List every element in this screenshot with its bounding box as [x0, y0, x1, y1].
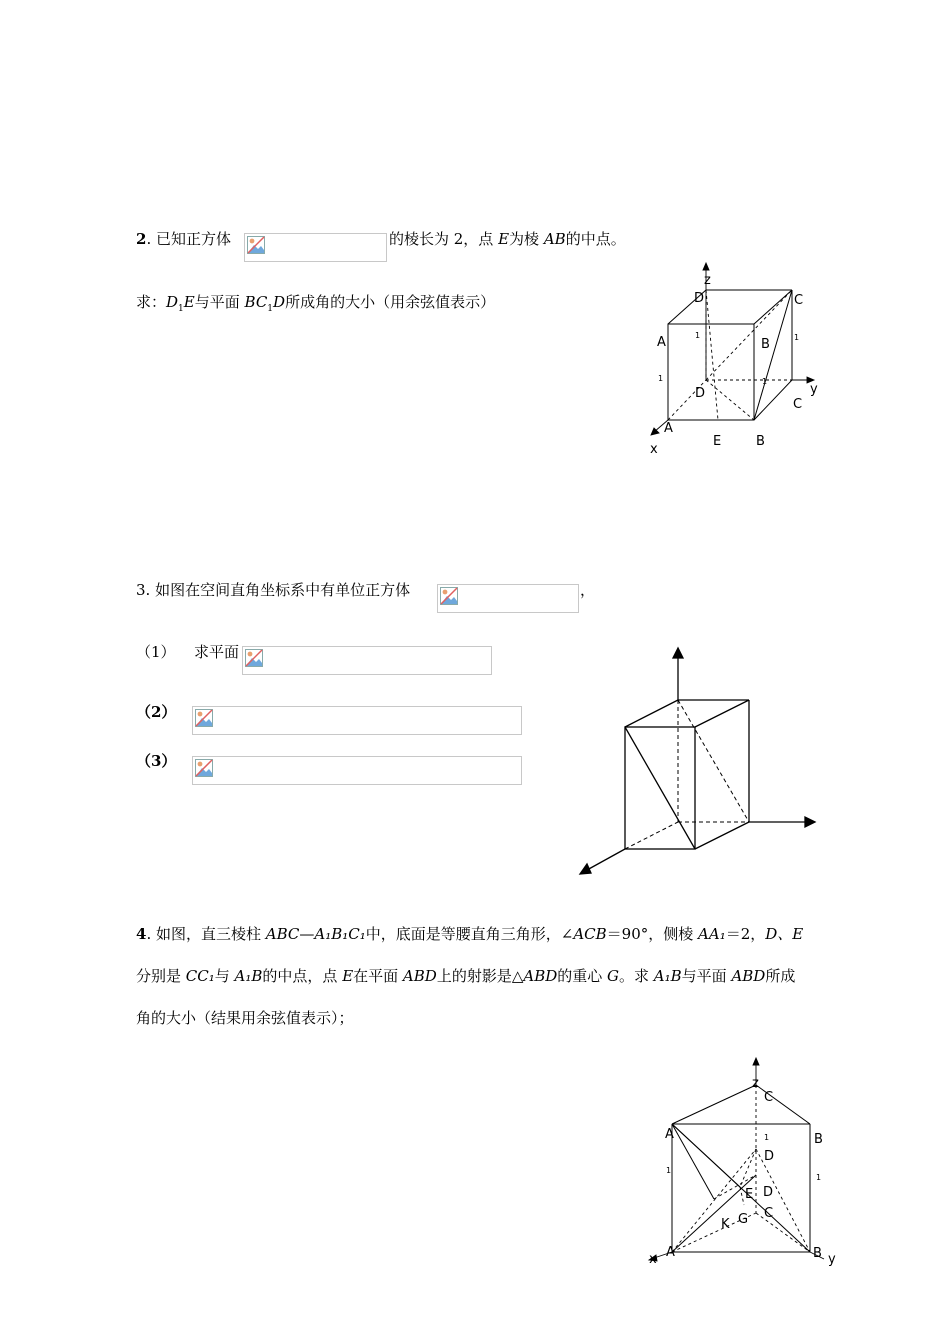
q4-d-e-dashed: [740, 1149, 756, 1187]
q3-part3-broken-image: [192, 756, 522, 785]
q4-l2-abd: ABD: [402, 967, 437, 985]
q3-broken-image-main: [437, 584, 579, 613]
q4-label-x: x: [649, 1252, 657, 1267]
q2-ask-var1: D: [166, 293, 179, 311]
q3-x-arrow: [580, 864, 591, 874]
q2-line1: [136, 229, 231, 249]
q3-comma: ，: [580, 581, 596, 599]
q4-l2-a: 分别是: [136, 967, 186, 985]
q2-sub-1c: 1: [658, 374, 664, 383]
q4-label-e: E: [745, 1187, 754, 1202]
q4-label-b1: B: [814, 1132, 823, 1147]
q2-front-face: [668, 324, 754, 420]
q2-d1-to-e-dashed: [706, 290, 718, 420]
q2-var-e: E: [498, 230, 510, 248]
q4-l2-b: 与: [214, 967, 235, 985]
q4-l2-cc1: CC₁: [185, 967, 215, 985]
q3-z-arrow: [673, 648, 683, 658]
q4-prism-figure: [640, 1055, 840, 1270]
q4-sub-1c: 1: [816, 1173, 822, 1182]
q3-y-arrow: [805, 817, 815, 827]
q2-label-z: z: [704, 273, 711, 288]
q2-z-arrow: [703, 263, 709, 270]
q4-l2-a1b: A₁B: [234, 967, 263, 985]
q4-label-b: B: [813, 1246, 822, 1261]
q4-line1: [136, 924, 803, 944]
q2-line2: [136, 292, 495, 319]
q4-l2-f: 上的射影是△: [436, 967, 524, 985]
q2-edge-tr: [754, 290, 792, 324]
q2-text-b: 的棱长为 2，点: [389, 230, 499, 248]
q3-part1-number: （1）: [136, 643, 176, 661]
broken-image-icon: [195, 709, 213, 727]
q4-label-k: K: [721, 1217, 730, 1232]
q3-text-a: 3. 如图在空间直角坐标系中有单位正方体: [136, 581, 411, 599]
q4-label-a1: A: [665, 1127, 674, 1142]
q2-ask-var2: E: [183, 293, 195, 311]
q4-l2-abd3: ABD: [731, 967, 766, 985]
q3-front-diagonal: [625, 727, 695, 849]
q4-l1-e: ＝2，: [725, 925, 766, 943]
q3-cube-figure: [575, 645, 820, 880]
q4-l1-abc: ABC: [265, 925, 300, 943]
q4-label-g: G: [738, 1212, 749, 1227]
q4-l2-a1b2: A₁B: [653, 967, 682, 985]
broken-image-icon: [440, 587, 458, 605]
q2-label-a: A: [664, 421, 673, 436]
q4-top-a1c1: [672, 1085, 756, 1124]
q4-l1-c: 中，底面是等腰直角三角形，∠: [365, 925, 574, 943]
q2-sub-1b: 1: [794, 333, 800, 342]
q3-edge-tl: [625, 700, 678, 727]
q4-line3: 角的大小（结果用余弦值表示）；: [136, 1009, 354, 1027]
q2-label-b1: B: [761, 337, 770, 352]
q4-label-d1: D: [764, 1149, 775, 1164]
q4-l2-g: 的重心: [557, 967, 608, 985]
q4-l2-d: 在平面: [353, 967, 403, 985]
q2-d-to-b-dashed: [706, 380, 754, 420]
q4-label-a: A: [666, 1245, 675, 1260]
q4-l2-j: 所成: [765, 967, 796, 985]
q4-label-y: y: [828, 1252, 836, 1267]
q4-l1-acb: ACB: [573, 925, 607, 943]
q4-l2-h: 。求: [619, 967, 654, 985]
q4-l2-c: 的中点，点: [262, 967, 343, 985]
q3-part1-broken-image: [242, 646, 492, 675]
q4-number: 4: [136, 925, 147, 943]
q4-l2-gv: G: [607, 967, 620, 985]
q2-ask-b: 与平面: [194, 293, 245, 311]
q2-var-ab: AB: [543, 230, 566, 248]
q2-line1-rest: [389, 229, 626, 249]
q4-z-arrow: [753, 1058, 759, 1065]
q2-ask-var4: D: [273, 293, 286, 311]
q2-ask-a: 求：: [136, 293, 167, 311]
q2-ask-sub2: 1: [267, 304, 274, 314]
q4-label-c: C: [764, 1206, 774, 1221]
q2-label-d1: D: [694, 291, 705, 306]
q4-label-d: D: [763, 1185, 774, 1200]
q4-label-c1: C: [764, 1090, 774, 1105]
q3-edge-br: [695, 822, 749, 849]
q3-x-axis: [587, 849, 625, 870]
q4-l1-aa1: AA₁: [698, 925, 726, 943]
q2-dot: .: [146, 230, 152, 248]
q3-part1-text: 求平面: [194, 643, 240, 661]
q2-ask-var3: BC: [244, 293, 268, 311]
q4-l1-dash: —: [299, 925, 315, 943]
q4-l1-de: D、E: [765, 925, 804, 943]
q4-a1-e: [672, 1124, 740, 1187]
q2-label-a1: A: [657, 335, 666, 350]
q4-l2-e: E: [342, 967, 354, 985]
q4-sub-1b: 1: [666, 1166, 672, 1175]
q4-db-dashed: [756, 1149, 810, 1252]
q2-number: 2: [136, 230, 147, 248]
q2-cube-figure: [640, 260, 830, 460]
q4-sub-1a: 1: [764, 1133, 770, 1142]
q2-text-c: 为棱: [509, 230, 544, 248]
q3-part3-number: （3）: [136, 752, 177, 770]
q4-l1-d: ＝90°，侧棱: [606, 925, 699, 943]
q2-label-y: y: [810, 382, 818, 397]
q2-ask-c: 所成角的大小（用余弦值表示）: [285, 293, 496, 311]
q2-label-c: C: [793, 397, 803, 412]
q3-edge-bl-dashed: [625, 822, 678, 849]
broken-image-icon: [195, 759, 213, 777]
q4-l1-b: . 如图，直三棱柱: [146, 925, 266, 943]
broken-image-icon: [245, 649, 263, 667]
q2-sub-1d: 1: [762, 377, 768, 386]
q4-a1k: [672, 1124, 714, 1199]
q2-label-b: B: [756, 434, 765, 449]
q4-l2-i: 与平面: [681, 967, 732, 985]
q2-label-d: D: [695, 386, 706, 401]
q2-ask-sub1: 1: [178, 304, 184, 314]
q4-label-z: z: [752, 1076, 759, 1091]
broken-image-icon: [247, 236, 265, 254]
q4-l1-a1b1c1: A₁B₁C₁: [314, 925, 366, 943]
q2-text-a: 已知正方体: [156, 230, 232, 248]
q2-label-e: E: [713, 434, 722, 449]
q3-part2-number: （2）: [136, 703, 177, 721]
q4-line2: [136, 966, 795, 986]
q2-text-d: 的中点。: [565, 230, 626, 248]
q2-sub-1a: 1: [695, 331, 701, 340]
q3-line1: [136, 580, 410, 600]
q3-part2-broken-image: [192, 706, 522, 735]
q2-label-c1: C: [794, 293, 804, 308]
q2-label-x: x: [650, 442, 658, 457]
q3-edge-tr: [695, 700, 749, 727]
q4-l2-abd2: ABD: [523, 967, 558, 985]
q2-broken-image: [244, 233, 387, 262]
